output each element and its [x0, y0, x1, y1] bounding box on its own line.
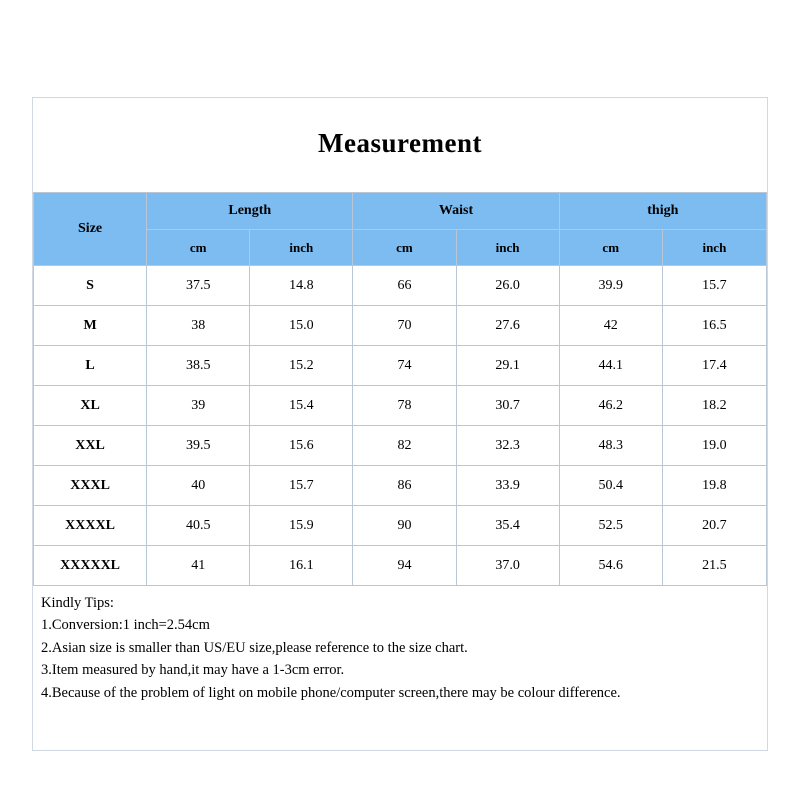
tips-heading: Kindly Tips:: [41, 595, 114, 611]
cell-length-cm: 39.5: [147, 426, 250, 466]
cell-waist-cm: 74: [353, 346, 456, 386]
column-group-waist: Waist: [353, 193, 559, 230]
column-header-waist-cm: cm: [353, 230, 456, 266]
cell-size: XXXXL: [34, 506, 147, 546]
table-row: [34, 346, 767, 386]
cell-waist-inch: 27.6: [456, 306, 559, 346]
cell-thigh-cm: 42: [559, 306, 662, 346]
cell-waist-cm: 66: [353, 266, 456, 306]
cell-thigh-inch: 19.8: [662, 466, 766, 506]
cell-thigh-cm: 50.4: [559, 466, 662, 506]
cell-length-inch: 15.2: [250, 346, 353, 386]
column-header-waist-inch: inch: [456, 230, 559, 266]
cell-size: M: [34, 306, 147, 346]
cell-length-inch: 14.8: [250, 266, 353, 306]
table-row: [34, 426, 767, 466]
cell-waist-cm: 78: [353, 386, 456, 426]
cell-waist-cm: 82: [353, 426, 456, 466]
cell-thigh-inch: 17.4: [662, 346, 766, 386]
cell-size: XL: [34, 386, 147, 426]
cell-size: XXXXXL: [34, 546, 147, 586]
tips-line-1: 1.Conversion:1 inch=2.54cm: [41, 617, 210, 634]
column-header-thigh-cm: cm: [559, 230, 662, 266]
cell-waist-inch: 32.3: [456, 426, 559, 466]
cell-waist-inch: 35.4: [456, 506, 559, 546]
cell-waist-cm: 90: [353, 506, 456, 546]
page-title: Measurement: [318, 128, 482, 158]
table-row: [34, 546, 767, 586]
table-header-row-groups: [34, 193, 767, 230]
cell-length-cm: 37.5: [147, 266, 250, 306]
cell-length-inch: 15.7: [250, 466, 353, 506]
cell-thigh-inch: 21.5: [662, 546, 766, 586]
cell-thigh-inch: 19.0: [662, 426, 766, 466]
cell-size: XXL: [34, 426, 147, 466]
cell-thigh-cm: 52.5: [559, 506, 662, 546]
cell-length-inch: 15.6: [250, 426, 353, 466]
table-row: [34, 306, 767, 346]
tips-line-4: 4.Because of the problem of light on mobile phone/computer screen,there may be colour difference.: [41, 684, 621, 701]
cell-thigh-cm: 48.3: [559, 426, 662, 466]
cell-size: S: [34, 266, 147, 306]
cell-length-cm: 40: [147, 466, 250, 506]
tips-line-3: 3.Item measured by hand,it may have a 1-3cm error.: [41, 662, 345, 679]
cell-length-inch: 15.4: [250, 386, 353, 426]
cell-thigh-inch: 18.2: [662, 386, 766, 426]
cell-waist-cm: 86: [353, 466, 456, 506]
cell-waist-inch: 26.0: [456, 266, 559, 306]
cell-waist-cm: 70: [353, 306, 456, 346]
column-header-size: Size: [34, 193, 147, 266]
cell-thigh-inch: 16.5: [662, 306, 766, 346]
cell-thigh-cm: 39.9: [559, 266, 662, 306]
tips-line-2: 2.Asian size is smaller than US/EU size,please reference to the size chart.: [41, 639, 468, 656]
cell-size: L: [34, 346, 147, 386]
measurement-card: [32, 97, 768, 751]
cell-waist-cm: 94: [353, 546, 456, 586]
cell-length-cm: 39: [147, 386, 250, 426]
cell-size: XXXL: [34, 466, 147, 506]
kindly-tips: [41, 592, 767, 704]
column-header-length-inch: inch: [250, 230, 353, 266]
cell-length-inch: 16.1: [250, 546, 353, 586]
cell-thigh-inch: 20.7: [662, 506, 766, 546]
cell-length-cm: 41: [147, 546, 250, 586]
table-row: [34, 266, 767, 306]
column-group-length: Length: [147, 193, 353, 230]
cell-length-cm: 40.5: [147, 506, 250, 546]
cell-length-cm: 38: [147, 306, 250, 346]
cell-thigh-cm: 54.6: [559, 546, 662, 586]
table-row: [34, 386, 767, 426]
cell-waist-inch: 29.1: [456, 346, 559, 386]
column-header-thigh-inch: inch: [662, 230, 766, 266]
size-chart-table: [33, 192, 767, 586]
cell-thigh-cm: 44.1: [559, 346, 662, 386]
column-header-length-cm: cm: [147, 230, 250, 266]
cell-waist-inch: 33.9: [456, 466, 559, 506]
cell-waist-inch: 37.0: [456, 546, 559, 586]
cell-waist-inch: 30.7: [456, 386, 559, 426]
cell-length-inch: 15.0: [250, 306, 353, 346]
column-group-thigh: thigh: [559, 193, 766, 230]
cell-thigh-inch: 15.7: [662, 266, 766, 306]
cell-length-inch: 15.9: [250, 506, 353, 546]
cell-thigh-cm: 46.2: [559, 386, 662, 426]
table-row: [34, 466, 767, 506]
cell-length-cm: 38.5: [147, 346, 250, 386]
table-row: [34, 506, 767, 546]
